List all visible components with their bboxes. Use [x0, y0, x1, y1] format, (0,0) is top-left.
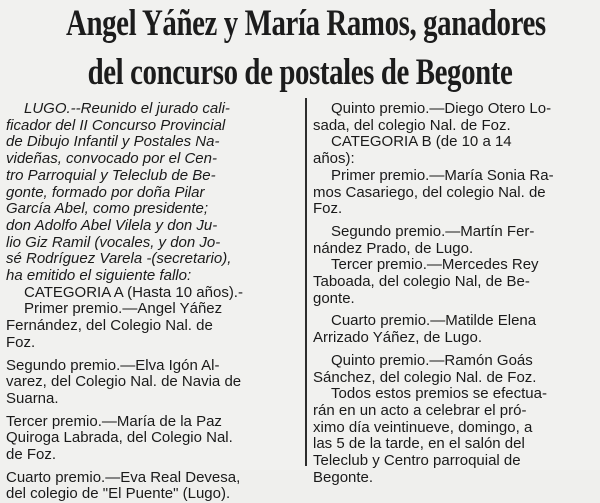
b-prize-fourth: [313, 313, 595, 346]
text-line: LUGO.--Reunido el jurado cali-: [24, 100, 230, 117]
text-line: Quinto premio.—Diego Otero Lo-: [331, 100, 552, 117]
text-line: Cuarto premio.—Matilde Elena: [331, 312, 537, 330]
text-line: del colegio de "El Puente" (Lugo).: [6, 485, 231, 503]
text-line: Taboada, del colegio Nal, de Be-: [313, 273, 530, 291]
text-line: Quinto premio.—Ramón Goás: [331, 351, 533, 369]
text-line: nández Prado, de Lugo.: [313, 239, 474, 257]
text-line: Foz.: [6, 333, 36, 351]
b-prize-third: [313, 257, 595, 307]
text-line: Begonte.: [313, 468, 374, 486]
closing-paragraph: [313, 386, 595, 486]
text-line: las 5 de la tarde, en el salón del: [313, 435, 525, 453]
b-prize-fifth: [313, 353, 595, 386]
text-line: sé Rodríguez Varela -(secretario),: [6, 250, 232, 268]
text-line: sada, del colegio Nal. de Foz.: [313, 116, 511, 134]
text-line: Quiroga Labrada, del Colegio Nal.: [6, 429, 233, 447]
text-line: Segundo premio.—Martín Fer-: [331, 222, 535, 240]
text-line: videñas, convocado por el Cen-: [6, 150, 217, 168]
text-line: varez, del Colegio Nal. de Navia de: [6, 373, 242, 391]
text-line: CATEGORIA B (de 10 a 14: [331, 133, 512, 151]
right-column: [313, 101, 595, 486]
text-line: Arrizado Yáñez, de Lugo.: [313, 329, 483, 347]
category-a-heading: CATEGORIA A (Hasta 10 años).-: [24, 283, 243, 301]
left-column: [6, 101, 297, 503]
text-line: rán en un acto a celebrar el pró-: [313, 401, 527, 419]
text-line: Cuarto premio.—Eva Real Devesa,: [6, 468, 241, 486]
column-divider: [305, 98, 307, 466]
text-line: Sánchez, del colegio Nal. de Foz.: [313, 368, 537, 386]
text-line: ha emitido el siguiente fallo:: [6, 267, 192, 285]
text-line: de Dibujo Infantil y Postales Na-: [6, 133, 220, 151]
text-line: de Foz.: [6, 446, 57, 464]
text-line: tro Parroquial y Teleclub de Be-: [6, 166, 216, 184]
text-line: Fernández, del Colegio Nal. de: [6, 317, 213, 335]
text-line: Todos estos premios se efectua-: [331, 385, 547, 403]
category-b-heading: [313, 134, 595, 167]
prize-fourth: [6, 470, 297, 503]
text-line: don Adolfo Abel Vilela y don Ju-: [6, 216, 218, 234]
text-line: ficador del II Concurso Provincial: [6, 116, 226, 134]
text-line: Foz.: [313, 200, 343, 218]
prize-first: [6, 301, 297, 351]
text-line: lio Giz Ramil (vocales, y don Jo-: [6, 233, 221, 251]
text-line: Primer premio.—María Sonia Ra-: [331, 166, 554, 184]
text-line: gonte, formado por doña Pilar: [6, 183, 205, 201]
prize-fifth-a: [313, 101, 595, 134]
text-line: mos Casariego, del colegio Nal. de: [313, 183, 546, 201]
prize-third: [6, 414, 297, 464]
text-line: Primer premio.—Angel Yáñez: [24, 300, 223, 318]
headline-line-1: Angel Yáñez y María Ramos, ganadores: [66, 3, 546, 44]
text-line: Tercer premio.—María de la Paz: [6, 412, 222, 430]
headline-line-2: del concurso de postales de Begonte: [87, 52, 513, 93]
intro-paragraph: [6, 101, 297, 285]
text-line: Teleclub y Centro parroquial de: [313, 452, 521, 470]
text-line: ximo día veintinueve, domingo, a: [313, 418, 533, 436]
b-prize-second: [313, 224, 595, 257]
text-line: Segundo premio.—Elva Igón Al-: [6, 356, 220, 374]
prize-second: [6, 358, 297, 408]
b-prize-first: [313, 168, 595, 218]
text-line: Tercer premio.—Mercedes Rey: [331, 256, 539, 274]
text-line: Suarna.: [6, 389, 59, 407]
text-line: García Abel, como presidente;: [6, 200, 209, 218]
text-line: gonte.: [313, 289, 355, 307]
text-line: años):: [313, 150, 355, 168]
